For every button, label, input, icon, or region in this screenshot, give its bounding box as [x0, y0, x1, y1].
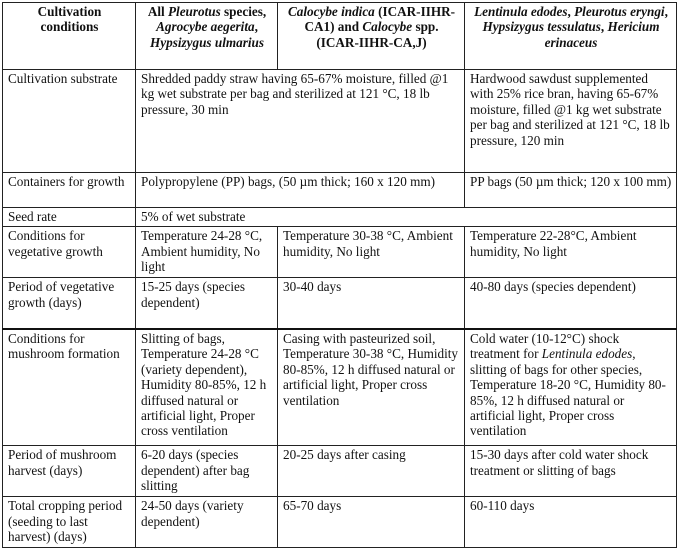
- formation-col2: Casing with pasteurized soil, Temperature 30-38 °C, Humidity 80-85%, 12 h diffused natural or artificial light, Proper cross ventilation: [278, 329, 465, 446]
- text-run: , slitting of bags for other species, Temperature 18-20 °C, Humidity 80-85%, 12 h diffused natural or artificial light, Proper cross ventilation: [470, 346, 666, 439]
- row-label: Containers for growth: [3, 173, 136, 208]
- row-vegetative-conditions: [3, 227, 677, 278]
- row-total-cropping: [3, 497, 677, 547]
- vegetative-conditions-col3: Temperature 22-28°C, Ambient humidity, No light: [465, 227, 677, 278]
- text-run: ,: [600, 19, 608, 35]
- vegetative-period-col3: 40-80 days (species dependent): [465, 278, 677, 329]
- text-run: (ICAR-IIHR-CA1) and: [304, 4, 456, 35]
- formation-col1: Slitting of bags, Temperature 24-28 °C (variety dependent), Humidity 80-85%, 12 h diffused natural or artificial light, Proper cross ventilation: [136, 329, 278, 446]
- cropping-col2: 65-70 days: [278, 497, 465, 547]
- italic-species-name: Lentinula edodes: [474, 4, 568, 19]
- header-row: [3, 3, 677, 70]
- cropping-col1: 24-50 days (variety dependent): [136, 497, 278, 547]
- header-cultivation-conditions: Cultivation conditions: [3, 3, 136, 70]
- header-pleurotus-group: [136, 3, 278, 70]
- harvest-col1: 6-20 days (species dependent) after bag slitting: [136, 446, 278, 497]
- harvest-col2: 20-25 days after casing: [278, 446, 465, 497]
- text-run: species,: [220, 4, 267, 19]
- text-run: All: [147, 4, 168, 19]
- text-run: spp. (ICAR-IIHR-CA,J): [316, 19, 439, 50]
- italic-species-name: Agrocybe aegerita: [156, 19, 255, 35]
- substrate-lentinula: Hardwood sawdust supplemented with 25% rice bran, having 65-67% moisture, filled @1 kg wet substrate per bag and sterilized at 121 °C, 18 lb pressure, 120 min: [465, 70, 677, 173]
- row-label: Cultivation substrate: [3, 70, 136, 173]
- row-harvest-period: [3, 446, 677, 497]
- text-run: ,: [254, 19, 258, 35]
- containers-lentinula: PP bags (50 µm thick; 120 x 100 mm): [465, 173, 677, 208]
- italic-species-name: Calocybe indica: [287, 4, 375, 19]
- seed-rate-value: 5% of wet substrate: [136, 208, 677, 227]
- vegetative-period-col1: 15-25 days (species dependent): [136, 278, 278, 329]
- row-label: Conditions for mushroom formation: [3, 329, 136, 446]
- vegetative-period-col2: 30-40 days: [278, 278, 465, 329]
- row-containers: [3, 173, 677, 208]
- row-label: Period of vegetative growth (days): [3, 278, 136, 329]
- italic-species-name: Hypsizygus tessulatus: [482, 19, 601, 35]
- row-label: Seed rate: [3, 208, 136, 227]
- text-run: Cold water (10-12°C) shock treatment for: [470, 330, 620, 362]
- row-mushroom-formation: [3, 329, 677, 446]
- cultivation-conditions-table: [2, 2, 677, 548]
- italic-species-name: Calocybe: [362, 19, 413, 35]
- italic-species-name: Hypsizygus ulmarius: [150, 34, 264, 50]
- italic-species-name: Hericium erinaceus: [544, 19, 660, 50]
- row-label: Period of mushroom harvest (days): [3, 446, 136, 497]
- italic-species-name: Pleurotus eryngi: [574, 4, 665, 19]
- header-lentinula-group: [465, 3, 677, 70]
- header-calocybe-group: [278, 3, 465, 70]
- italic-species-name: Pleurotus: [167, 4, 221, 19]
- row-vegetative-period: [3, 278, 677, 329]
- vegetative-conditions-col1: Temperature 24-28 °C, Ambient humidity, No light: [136, 227, 278, 278]
- formation-col3: [465, 329, 677, 446]
- harvest-col3: 15-30 days after cold water shock treatment or slitting of bags: [465, 446, 677, 497]
- text-run: ,: [567, 4, 575, 19]
- row-seed-rate: [3, 208, 677, 227]
- row-label: Conditions for vegetative growth: [3, 227, 136, 278]
- text-run: ,: [664, 4, 668, 19]
- containers-pleurotus-calocybe: Polypropylene (PP) bags, (50 µm thick; 160 x 120 mm): [136, 173, 465, 208]
- vegetative-conditions-col2: Temperature 30-38 °C, Ambient humidity, No light: [278, 227, 465, 278]
- italic-species-name: Lentinula edodes: [541, 346, 633, 362]
- cropping-col3: 60-110 days: [465, 497, 677, 547]
- substrate-pleurotus-calocybe: Shredded paddy straw having 65-67% moisture, filled @1 kg wet substrate per bag and sterilized at 121 °C, 18 lb pressure, 30 min: [136, 70, 465, 173]
- row-cultivation-substrate: [3, 70, 677, 173]
- row-label: Total cropping period (seeding to last harvest) (days): [3, 497, 136, 547]
